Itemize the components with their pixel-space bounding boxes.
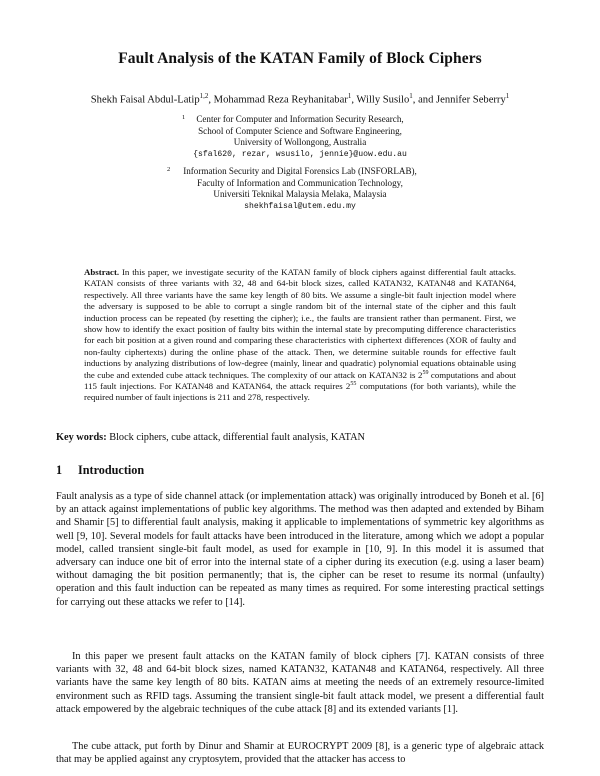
keywords-label: Key words: (56, 432, 107, 443)
author-list (0, 92, 600, 106)
affiliation-email: shekhfaisal@utem.edu.my (244, 201, 356, 211)
author-affiliation-mark: 1,2 (199, 92, 209, 100)
affiliation-number: 1 (182, 114, 186, 121)
affiliation-2 (0, 166, 600, 212)
author-separator: , (208, 94, 214, 106)
body-paragraph: The cube attack, put forth by Dinur and Shamir at EUROCRYPT 2009 [8], is a generic type of algebraic attack that may be applied against any cryptosytem, provided that the attacker has access to (56, 741, 544, 766)
paper-title: Fault Analysis of the KATAN Family of Block Ciphers (118, 50, 482, 67)
abstract-text: computations and about 115 fault injections. For KATAN48 and KATAN64, the attack requires 2 (84, 369, 517, 392)
author-affiliation-mark: 1 (505, 92, 510, 100)
abstract-text: In this paper, we investigate security of the KATAN family of block ciphers against differential fault attacks. KATAN consists of three variants with 32, 48 and 64-bit block sizes, called KATAN32, KATAN48 and KATAN64, respectively. All three variants have the same key length of 80 bits. We assume a single-bit fault injection model where the adversary is supposed to be able to corrupt a single random bit of the internal state of the cipher and this fault induction process can be repeated (by resetting the cipher); i.e., the faults are transient rather than permanent. First, we show how to identify the exact position of faulty bits within the internal state by precomputing difference characteristics for each bit position at a given round and comparing these characteristics with ciphertext differences (XOR of faulty and non-faulty ciphertexts) during the online phase of the attack. Then, we determine suitable rounds for effective fault inductions by analyzing distributions of low-degree (mainly, linear and quadratic) polynomial equations obtainable using the cube and extended cube attack techniques. The complexity of our attack on KATAN32 is 2 (84, 267, 516, 380)
abstract-text: computations (for both variants), while the required number of fault injections is 211 and 278, respectively. (84, 381, 516, 403)
author-affiliation-mark: 1 (409, 92, 413, 100)
affiliation-1 (0, 114, 600, 160)
section-title: Introduction (78, 463, 145, 477)
affiliation-line: Universiti Teknikal Malaysia Melaka, Malaysia (213, 189, 387, 200)
section-heading (56, 463, 144, 478)
affiliation-line: School of Computer Science and Software Engineering, (198, 125, 402, 136)
affiliation-line: Information Security and Digital Forensics Lab (INSFORLAB), (183, 166, 417, 176)
author-separator: , (351, 94, 357, 106)
affiliation-number: 2 (167, 166, 171, 173)
affiliation-line: Faculty of Information and Communication Technology, (197, 177, 403, 188)
section-number: 1 (56, 463, 63, 477)
abstract (84, 267, 516, 404)
affiliation-email: {sfal620, rezar, wsusilo, jennie}@uow.edu.au (193, 149, 407, 159)
body-paragraph: Fault analysis as a type of side channel attack (or implementation attack) was originally introduced by Boneh et al. [6] by an attack against implementations of public key algorithms. The method was then adapted and extended by Biham and Shamir [5] to differential fault analysis, making it applicable to implementations of symmetric key algorithms as well [9, 10]. Several models for fault attacks have been introduced in the literature, among which we adopt a popular model, called transient single-bit fault model, as used for example in [10, 9]. In this model it is assumed that adversary can induce one bit of error into the internal state of a cipher during its execution (e.g. using a laser beam) without damaging the bit position permanently; that is, the cipher can be reset to resume its normal (unfaulty) operation and this fault induction can be repeated as many times as required. For some interesting practical settings for carrying out these attacks we refer to [14]. (56, 491, 544, 608)
author-name: Willy Susilo (356, 94, 410, 106)
complexity-exponent: 55 (350, 381, 357, 388)
author-separator: , and (412, 94, 437, 106)
keywords (56, 432, 544, 443)
affiliation-line: Center for Computer and Information Security Research, (196, 114, 404, 124)
author-name: Mohammad Reza Reyhanitabar (213, 94, 348, 106)
body-paragraph: In this paper we present fault attacks on the KATAN family of block ciphers [7]. KATAN consists of three variants with 32, 48 and 64-bit block sizes, named KATAN32, KATAN48 and KATAN64, respectively. All three variants have the same key length of 80 bits. KATAN aims at meeting the needs of an extremely resource-limited environment such as RFID tags. Assuming the transient single-bit fault attack model, we present a differential fault attack empowered by the algebraic techniques of the cube attack [8] and its extended variants [1]. (56, 651, 544, 715)
affiliation-line: University of Wollongong, Australia (233, 137, 367, 148)
author-name: Jennifer Seberry (436, 94, 506, 106)
keywords-text: Block ciphers, cube attack, differential fault analysis, KATAN (109, 432, 365, 443)
abstract-label: Abstract. (84, 267, 120, 277)
author-name: Shekh Faisal Abdul-Latip (90, 94, 200, 106)
author-affiliation-mark: 1 (347, 92, 352, 100)
complexity-exponent: 59 (422, 369, 429, 376)
